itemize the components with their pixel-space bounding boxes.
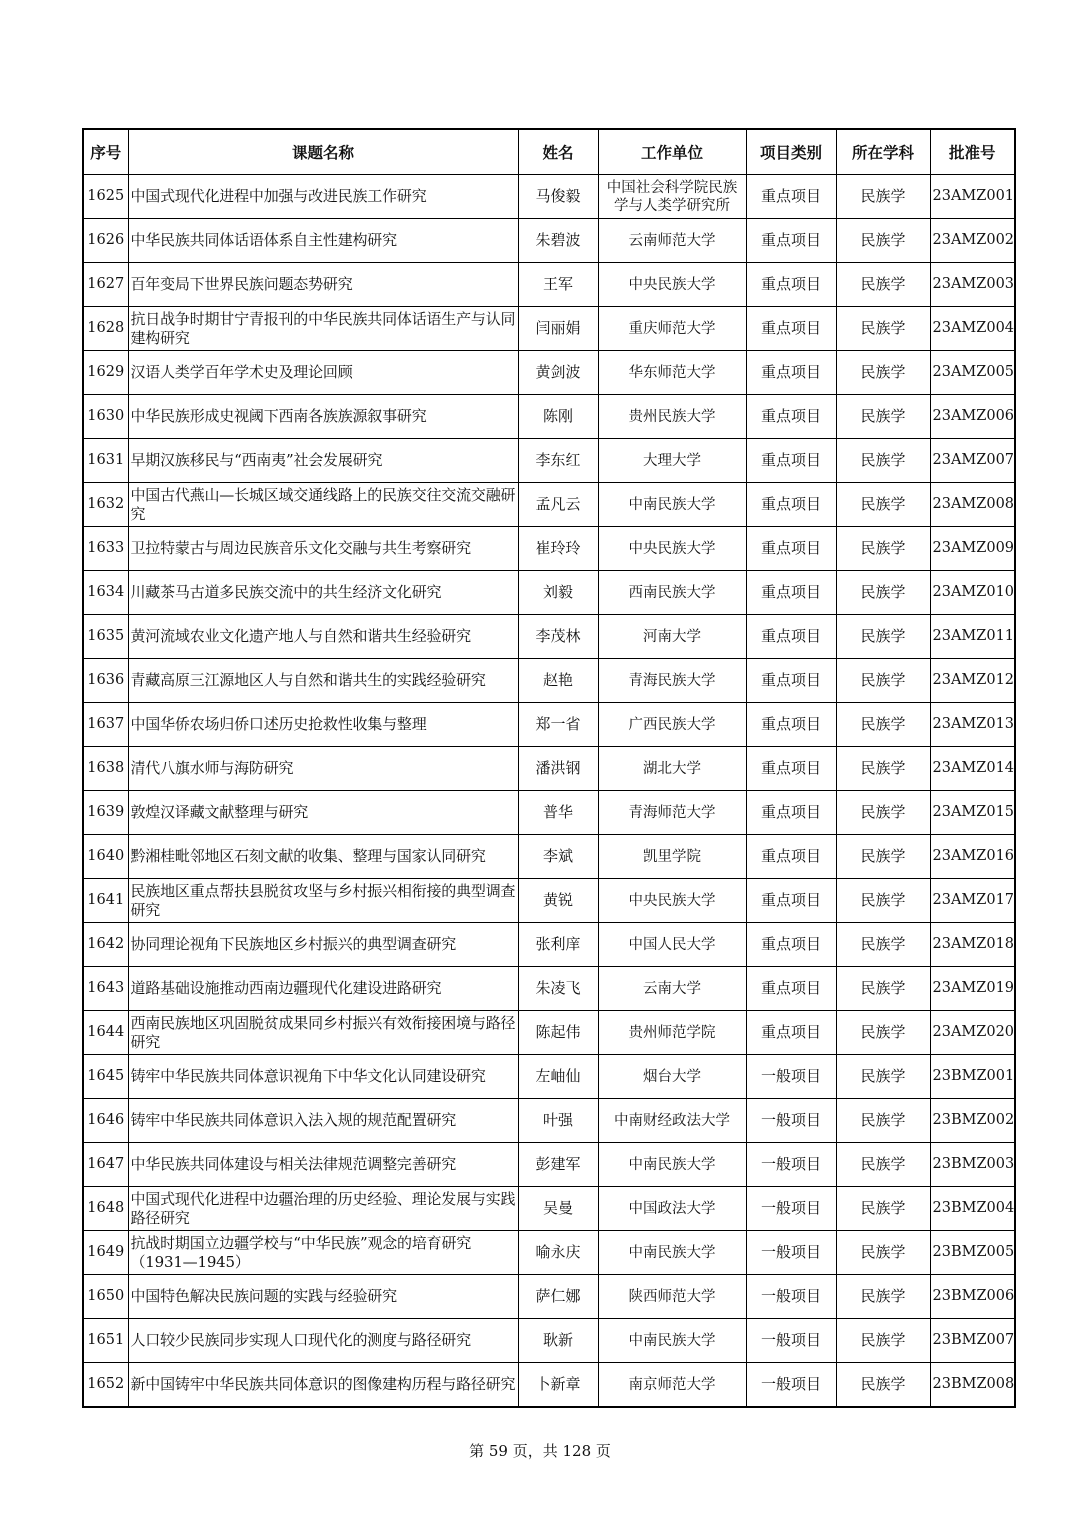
researcher-name: 黄锐	[518, 879, 598, 923]
work-unit: 云南师范大学	[598, 219, 746, 263]
row-index: 1632	[83, 483, 128, 527]
row-index: 1646	[83, 1099, 128, 1143]
discipline: 民族学	[836, 1231, 930, 1275]
project-category: 一般项目	[746, 1275, 836, 1319]
row-index: 1645	[83, 1055, 128, 1099]
table-row	[83, 175, 1015, 219]
row-index: 1647	[83, 1143, 128, 1187]
project-category: 重点项目	[746, 835, 836, 879]
discipline: 民族学	[836, 879, 930, 923]
row-index: 1637	[83, 703, 128, 747]
project-category: 重点项目	[746, 703, 836, 747]
row-index: 1635	[83, 615, 128, 659]
project-category: 重点项目	[746, 307, 836, 351]
project-title: 清代八旗水师与海防研究	[128, 747, 518, 791]
discipline: 民族学	[836, 703, 930, 747]
work-unit: 贵州民族大学	[598, 395, 746, 439]
header-category: 项目类别	[746, 129, 836, 175]
row-index: 1628	[83, 307, 128, 351]
table-row	[83, 1319, 1015, 1363]
project-title: 西南民族地区巩固脱贫成果同乡村振兴有效衔接困境与路径研究	[128, 1011, 518, 1055]
table-row	[83, 923, 1015, 967]
researcher-name: 李斌	[518, 835, 598, 879]
table-row	[83, 659, 1015, 703]
work-unit: 南京师范大学	[598, 1363, 746, 1408]
project-title: 人口较少民族同步实现人口现代化的测度与路径研究	[128, 1319, 518, 1363]
approval-number: 23BMZ006	[930, 1275, 1015, 1319]
header-unit: 工作单位	[598, 129, 746, 175]
table-row	[83, 1363, 1015, 1408]
table-row	[83, 439, 1015, 483]
researcher-name: 叶强	[518, 1099, 598, 1143]
row-index: 1638	[83, 747, 128, 791]
discipline: 民族学	[836, 307, 930, 351]
work-unit: 中国人民大学	[598, 923, 746, 967]
project-title: 抗战时期国立边疆学校与“中华民族”观念的培育研究（1931—1945）	[128, 1231, 518, 1275]
table-row	[83, 571, 1015, 615]
project-category: 一般项目	[746, 1055, 836, 1099]
work-unit: 青海民族大学	[598, 659, 746, 703]
page-footer: 第 59 页，共 128 页	[469, 1442, 611, 1460]
approval-number: 23BMZ001	[930, 1055, 1015, 1099]
row-index: 1634	[83, 571, 128, 615]
discipline: 民族学	[836, 219, 930, 263]
table-row	[83, 219, 1015, 263]
discipline: 民族学	[836, 1055, 930, 1099]
table-row	[83, 483, 1015, 527]
approval-number: 23AMZ002	[930, 219, 1015, 263]
table-row	[83, 1187, 1015, 1231]
table-row	[83, 835, 1015, 879]
project-category: 重点项目	[746, 1011, 836, 1055]
discipline: 民族学	[836, 1363, 930, 1408]
approval-number: 23AMZ004	[930, 307, 1015, 351]
approval-number: 23AMZ016	[930, 835, 1015, 879]
project-category: 一般项目	[746, 1231, 836, 1275]
project-title: 中华民族共同体建设与相关法律规范调整完善研究	[128, 1143, 518, 1187]
work-unit: 河南大学	[598, 615, 746, 659]
project-title: 黔湘桂毗邻地区石刻文献的收集、整理与国家认同研究	[128, 835, 518, 879]
row-index: 1630	[83, 395, 128, 439]
project-title: 敦煌汉译藏文献整理与研究	[128, 791, 518, 835]
project-category: 一般项目	[746, 1143, 836, 1187]
work-unit: 凯里学院	[598, 835, 746, 879]
table-row	[83, 307, 1015, 351]
discipline: 民族学	[836, 747, 930, 791]
work-unit: 华东师范大学	[598, 351, 746, 395]
table-row	[83, 1099, 1015, 1143]
project-category: 重点项目	[746, 615, 836, 659]
project-title: 青藏高原三江源地区人与自然和谐共生的实践经验研究	[128, 659, 518, 703]
approval-number: 23AMZ009	[930, 527, 1015, 571]
project-title: 抗日战争时期甘宁青报刊的中华民族共同体话语生产与认同建构研究	[128, 307, 518, 351]
discipline: 民族学	[836, 527, 930, 571]
project-title: 道路基础设施推动西南边疆现代化建设进路研究	[128, 967, 518, 1011]
approval-number: 23AMZ008	[930, 483, 1015, 527]
row-index: 1625	[83, 175, 128, 219]
approval-number: 23AMZ014	[930, 747, 1015, 791]
approval-number: 23BMZ005	[930, 1231, 1015, 1275]
researcher-name: 潘洪钢	[518, 747, 598, 791]
approval-number: 23AMZ010	[930, 571, 1015, 615]
table-row	[83, 1275, 1015, 1319]
project-category: 重点项目	[746, 351, 836, 395]
researcher-name: 黄剑波	[518, 351, 598, 395]
row-index: 1631	[83, 439, 128, 483]
row-index: 1650	[83, 1275, 128, 1319]
researcher-name: 喻永庆	[518, 1231, 598, 1275]
project-title: 中国式现代化进程中加强与改进民族工作研究	[128, 175, 518, 219]
project-title: 新中国铸牢中华民族共同体意识的图像建构历程与路径研究	[128, 1363, 518, 1408]
work-unit: 重庆师范大学	[598, 307, 746, 351]
table-row	[83, 1011, 1015, 1055]
discipline: 民族学	[836, 1143, 930, 1187]
discipline: 民族学	[836, 483, 930, 527]
project-category: 一般项目	[746, 1319, 836, 1363]
work-unit: 烟台大学	[598, 1055, 746, 1099]
project-title: 铸牢中华民族共同体意识入法入规的规范配置研究	[128, 1099, 518, 1143]
project-title: 汉语人类学百年学术史及理论回顾	[128, 351, 518, 395]
row-index: 1641	[83, 879, 128, 923]
table-row	[83, 263, 1015, 307]
researcher-name: 彭建军	[518, 1143, 598, 1187]
row-index: 1644	[83, 1011, 128, 1055]
header-discipline: 所在学科	[836, 129, 930, 175]
table-row	[83, 351, 1015, 395]
researcher-name: 崔玲玲	[518, 527, 598, 571]
approval-number: 23AMZ003	[930, 263, 1015, 307]
discipline: 民族学	[836, 175, 930, 219]
approval-number: 23BMZ007	[930, 1319, 1015, 1363]
project-title: 中国式现代化进程中边疆治理的历史经验、理论发展与实践路径研究	[128, 1187, 518, 1231]
table-row	[83, 791, 1015, 835]
discipline: 民族学	[836, 615, 930, 659]
approval-number: 23AMZ019	[930, 967, 1015, 1011]
work-unit: 大理大学	[598, 439, 746, 483]
project-title: 中国古代燕山—长城区域交通线路上的民族交往交流交融研究	[128, 483, 518, 527]
approval-number: 23AMZ011	[930, 615, 1015, 659]
discipline: 民族学	[836, 1275, 930, 1319]
header-index: 序号	[83, 129, 128, 175]
project-category: 重点项目	[746, 879, 836, 923]
approval-number: 23AMZ005	[930, 351, 1015, 395]
researcher-name: 李茂林	[518, 615, 598, 659]
project-category: 重点项目	[746, 219, 836, 263]
table-row	[83, 967, 1015, 1011]
project-title: 中国特色解决民族问题的实践与经验研究	[128, 1275, 518, 1319]
approval-number: 23AMZ020	[930, 1011, 1015, 1055]
approval-number: 23BMZ002	[930, 1099, 1015, 1143]
researcher-name: 陈起伟	[518, 1011, 598, 1055]
work-unit: 西南民族大学	[598, 571, 746, 615]
work-unit: 青海师范大学	[598, 791, 746, 835]
project-title: 百年变局下世界民族问题态势研究	[128, 263, 518, 307]
discipline: 民族学	[836, 1011, 930, 1055]
project-category: 一般项目	[746, 1187, 836, 1231]
project-category: 重点项目	[746, 527, 836, 571]
work-unit: 中国社会科学院民族学与人类学研究所	[598, 175, 746, 219]
researcher-name: 普华	[518, 791, 598, 835]
approval-number: 23AMZ013	[930, 703, 1015, 747]
researcher-name: 卜新章	[518, 1363, 598, 1408]
researcher-name: 耿新	[518, 1319, 598, 1363]
row-index: 1648	[83, 1187, 128, 1231]
work-unit: 中南财经政法大学	[598, 1099, 746, 1143]
researcher-name: 赵艳	[518, 659, 598, 703]
discipline: 民族学	[836, 439, 930, 483]
project-category: 一般项目	[746, 1363, 836, 1408]
researcher-name: 马俊毅	[518, 175, 598, 219]
row-index: 1640	[83, 835, 128, 879]
row-index: 1643	[83, 967, 128, 1011]
row-index: 1639	[83, 791, 128, 835]
table-row	[83, 879, 1015, 923]
work-unit: 中央民族大学	[598, 879, 746, 923]
work-unit: 中南民族大学	[598, 1231, 746, 1275]
project-category: 重点项目	[746, 571, 836, 615]
row-index: 1649	[83, 1231, 128, 1275]
researcher-name: 张利庠	[518, 923, 598, 967]
discipline: 民族学	[836, 923, 930, 967]
table-row	[83, 1231, 1015, 1275]
project-title: 早期汉族移民与“西南夷”社会发展研究	[128, 439, 518, 483]
approval-number: 23AMZ006	[930, 395, 1015, 439]
row-index: 1626	[83, 219, 128, 263]
work-unit: 湖北大学	[598, 747, 746, 791]
researcher-name: 朱碧波	[518, 219, 598, 263]
row-index: 1636	[83, 659, 128, 703]
table-row	[83, 1055, 1015, 1099]
work-unit: 云南大学	[598, 967, 746, 1011]
project-category: 重点项目	[746, 439, 836, 483]
work-unit: 中南民族大学	[598, 483, 746, 527]
approval-number: 23BMZ003	[930, 1143, 1015, 1187]
work-unit: 中南民族大学	[598, 1319, 746, 1363]
header-title: 课题名称	[128, 129, 518, 175]
project-category: 一般项目	[746, 1099, 836, 1143]
discipline: 民族学	[836, 967, 930, 1011]
project-title: 协同理论视角下民族地区乡村振兴的典型调查研究	[128, 923, 518, 967]
project-title: 川藏茶马古道多民族交流中的共生经济文化研究	[128, 571, 518, 615]
researcher-name: 王军	[518, 263, 598, 307]
approval-number: 23AMZ007	[930, 439, 1015, 483]
researcher-name: 萨仁娜	[518, 1275, 598, 1319]
discipline: 民族学	[836, 571, 930, 615]
work-unit: 中国政法大学	[598, 1187, 746, 1231]
researcher-name: 陈刚	[518, 395, 598, 439]
table-row	[83, 395, 1015, 439]
project-category: 重点项目	[746, 923, 836, 967]
researcher-name: 刘毅	[518, 571, 598, 615]
header-approval-number: 批准号	[930, 129, 1015, 175]
table-row	[83, 747, 1015, 791]
approval-number: 23AMZ015	[930, 791, 1015, 835]
researcher-name: 吴曼	[518, 1187, 598, 1231]
project-title: 中国华侨农场归侨口述历史抢救性收集与整理	[128, 703, 518, 747]
approval-number: 23BMZ004	[930, 1187, 1015, 1231]
project-category: 重点项目	[746, 175, 836, 219]
project-category: 重点项目	[746, 791, 836, 835]
work-unit: 贵州师范学院	[598, 1011, 746, 1055]
work-unit: 中央民族大学	[598, 527, 746, 571]
project-category: 重点项目	[746, 263, 836, 307]
project-category: 重点项目	[746, 483, 836, 527]
table-row	[83, 1143, 1015, 1187]
table-header-row	[83, 129, 1015, 175]
header-name: 姓名	[518, 129, 598, 175]
project-title: 卫拉特蒙古与周边民族音乐文化交融与共生考察研究	[128, 527, 518, 571]
row-index: 1629	[83, 351, 128, 395]
work-unit: 中南民族大学	[598, 1143, 746, 1187]
researcher-name: 李东红	[518, 439, 598, 483]
work-unit: 陕西师范大学	[598, 1275, 746, 1319]
row-index: 1642	[83, 923, 128, 967]
row-index: 1652	[83, 1363, 128, 1408]
project-title: 铸牢中华民族共同体意识视角下中华文化认同建设研究	[128, 1055, 518, 1099]
approval-number: 23AMZ017	[930, 879, 1015, 923]
project-title: 中华民族形成史视阈下西南各族族源叙事研究	[128, 395, 518, 439]
approval-number: 23AMZ018	[930, 923, 1015, 967]
project-category: 重点项目	[746, 659, 836, 703]
row-index: 1633	[83, 527, 128, 571]
project-table	[82, 128, 1016, 1408]
discipline: 民族学	[836, 659, 930, 703]
table-row	[83, 615, 1015, 659]
project-category: 重点项目	[746, 967, 836, 1011]
table-body	[83, 175, 1015, 1408]
table-row	[83, 527, 1015, 571]
discipline: 民族学	[836, 1319, 930, 1363]
row-index: 1651	[83, 1319, 128, 1363]
project-category: 重点项目	[746, 395, 836, 439]
discipline: 民族学	[836, 835, 930, 879]
researcher-name: 郑一省	[518, 703, 598, 747]
row-index: 1627	[83, 263, 128, 307]
discipline: 民族学	[836, 395, 930, 439]
researcher-name: 朱凌飞	[518, 967, 598, 1011]
work-unit: 广西民族大学	[598, 703, 746, 747]
researcher-name: 左岫仙	[518, 1055, 598, 1099]
researcher-name: 孟凡云	[518, 483, 598, 527]
discipline: 民族学	[836, 1187, 930, 1231]
discipline: 民族学	[836, 263, 930, 307]
approval-number: 23BMZ008	[930, 1363, 1015, 1408]
project-title: 中华民族共同体话语体系自主性建构研究	[128, 219, 518, 263]
discipline: 民族学	[836, 791, 930, 835]
table-row	[83, 703, 1015, 747]
project-category: 重点项目	[746, 747, 836, 791]
approval-number: 23AMZ012	[930, 659, 1015, 703]
approval-number: 23AMZ001	[930, 175, 1015, 219]
discipline: 民族学	[836, 351, 930, 395]
discipline: 民族学	[836, 1099, 930, 1143]
work-unit: 中央民族大学	[598, 263, 746, 307]
researcher-name: 闫丽娟	[518, 307, 598, 351]
project-title: 民族地区重点帮扶县脱贫攻坚与乡村振兴相衔接的典型调查研究	[128, 879, 518, 923]
project-title: 黄河流域农业文化遗产地人与自然和谐共生经验研究	[128, 615, 518, 659]
